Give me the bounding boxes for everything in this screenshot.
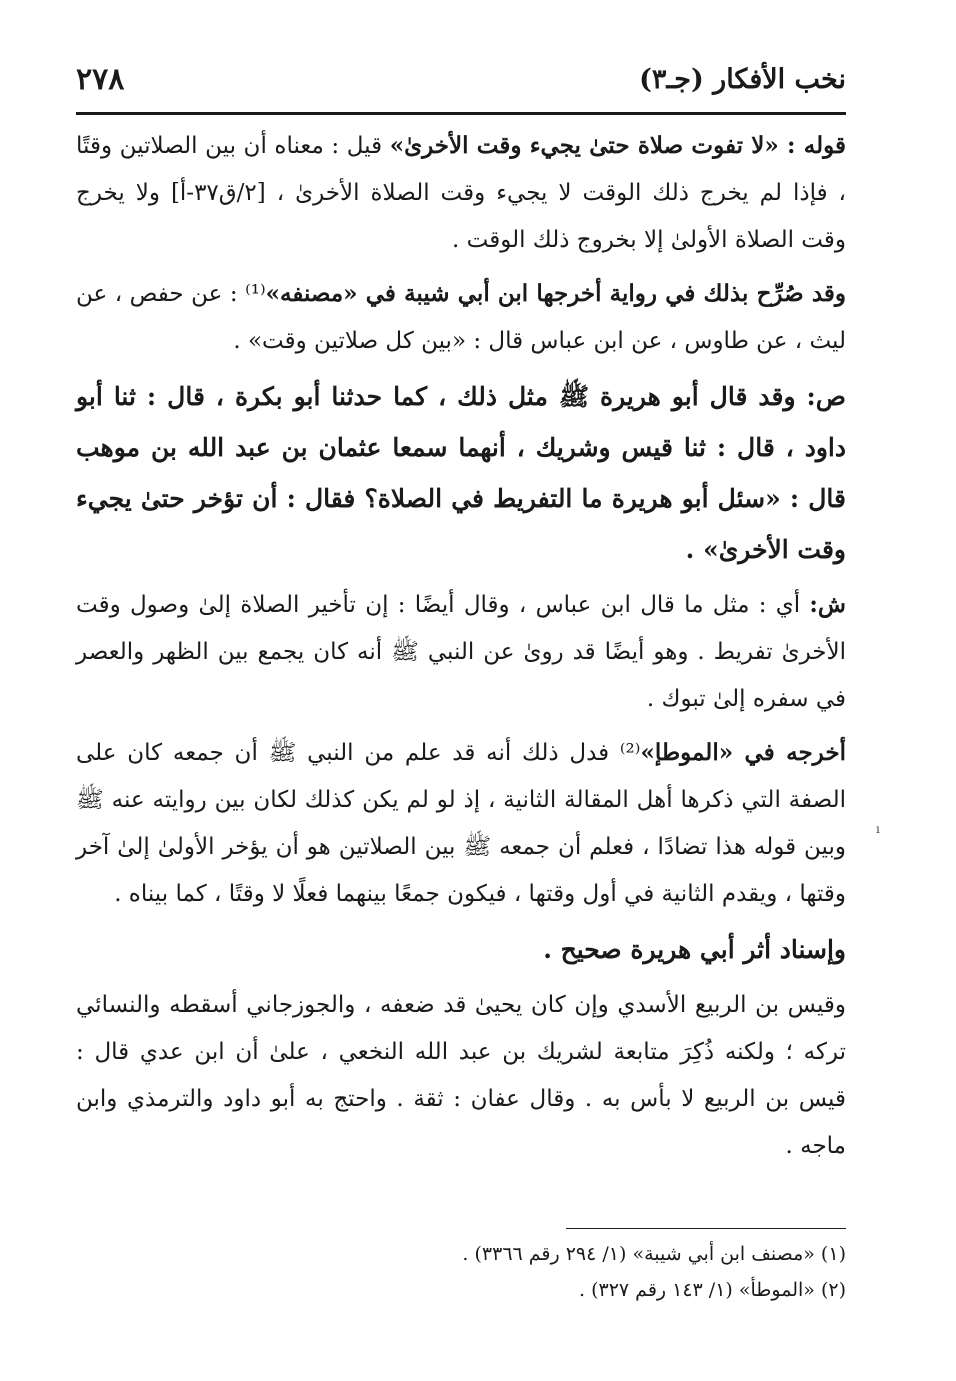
running-title: نخب الأفكار (جـ٣) [639,63,846,95]
footnotes [76,1236,846,1308]
paragraph-7 [76,982,846,1170]
paragraph-text: وقيس بن الربيع الأسدي وإن كان يحيىٰ قد ضعفه ، والجوزجاني أسقطه والنسائي تركه ؛ ولكنه ذُكِرَ متابعة لشريك بن عبد الله النخعي ، علىٰ أن ابن عدي قال : قيس بن الربيع لا بأس به . وقال عفان : ثقة . واحتج به أبو داود والترمذي وابن ماجه . [76,992,846,1159]
quoted-lead: أخرجه في «الموطإ» [640,739,846,766]
isnad-heading [76,924,846,976]
paragraph-3-sad [76,371,846,575]
page-body [76,122,846,1176]
paragraph-text: ⁽²⁾ فدل ذلك أنه قد علم من النبي ﷺ أن جمعه كان على الصفة التي ذكرها أهل المقالة الثانية ، إذ لو لم يكن كذلك لكان بين روايته عنه ﷺ وبين قوله هذا تضادًا ، فعلم أن جمعه ﷺ بين الصلاتين هو أن يؤخر الأولىٰ إلىٰ آخر وقتها ، ويقدم الثانية في أول وقتها ، فيكون جمعًا بينهما فعلًا لا وقتًا ، كما بيناه . [76,740,846,907]
paragraph-5 [76,729,846,918]
paragraph-text: ص: وقد قال أبو هريرة ﷺ مثل ذلك ، كما حدثنا أبو بكرة ، قال : ثنا أبو داود ، قال : ثنا قيس وشريك ، أنهما سمعا عثمان بن عبد الله بن موهب قال : «سئل أبو هريرة ما التفريط في الصلاة؟ فقال : أن تؤخر حتىٰ يجيء وقت الأخرىٰ» . [76,382,846,564]
page-number: ٢٧٨ [76,61,125,97]
paragraph-text: قيل : معناه أن بين الصلاتين وقتًا ، فإذا لم يخرج ذلك الوقت لا يجيء وقت الصلاة الأخرىٰ ، [٢/ق٣٧-أ] ولا يخرج وقت الصلاة الأولىٰ إلا بخروج ذلك الوقت . [76,133,846,253]
paragraph-text: أي : مثل ما قال ابن عباس ، وقال أيضًا : إن تأخير الصلاة إلىٰ وصول وقت الأخرىٰ تفريط . وهو أيضًا قد روىٰ عن النبي ﷺ أنه كان يجمع بين الظهر والعصر في سفره إلىٰ تبوك . [76,592,846,712]
header-rule [76,112,846,115]
paragraph-1 [76,122,846,264]
heading-text: وإسناد أثر أبي هريرة صحيح . [543,935,846,964]
footnote-2: (٢) «الموطأ» (١/ ١٤٣ رقم ٣٢٧) . [579,1279,846,1301]
page-header [76,52,846,106]
footnote-rule [566,1228,846,1229]
footnote-1: (١) «مصنف ابن أبي شيبة» (١/ ٢٩٤ رقم ٣٣٦٦) . [462,1243,846,1265]
paragraph-text: ⁽¹⁾ : عن حفص ، عن ليث ، عن طاوس ، عن ابن عباس قال : «بين كل صلاتين وقت» . [76,281,846,354]
quoted-lead: وقد صُرِّح بذلك في رواية أخرجها ابن أبي شيبة في «مصنفه» [265,280,847,307]
margin-mark: ı [876,822,880,836]
paragraph-2 [76,270,846,365]
section-marker: ش: [809,591,846,618]
quoted-lead: قوله : «لا تفوت صلاة حتىٰ يجيء وقت الأخرىٰ» [389,132,847,159]
paragraph-4-shin [76,581,846,723]
